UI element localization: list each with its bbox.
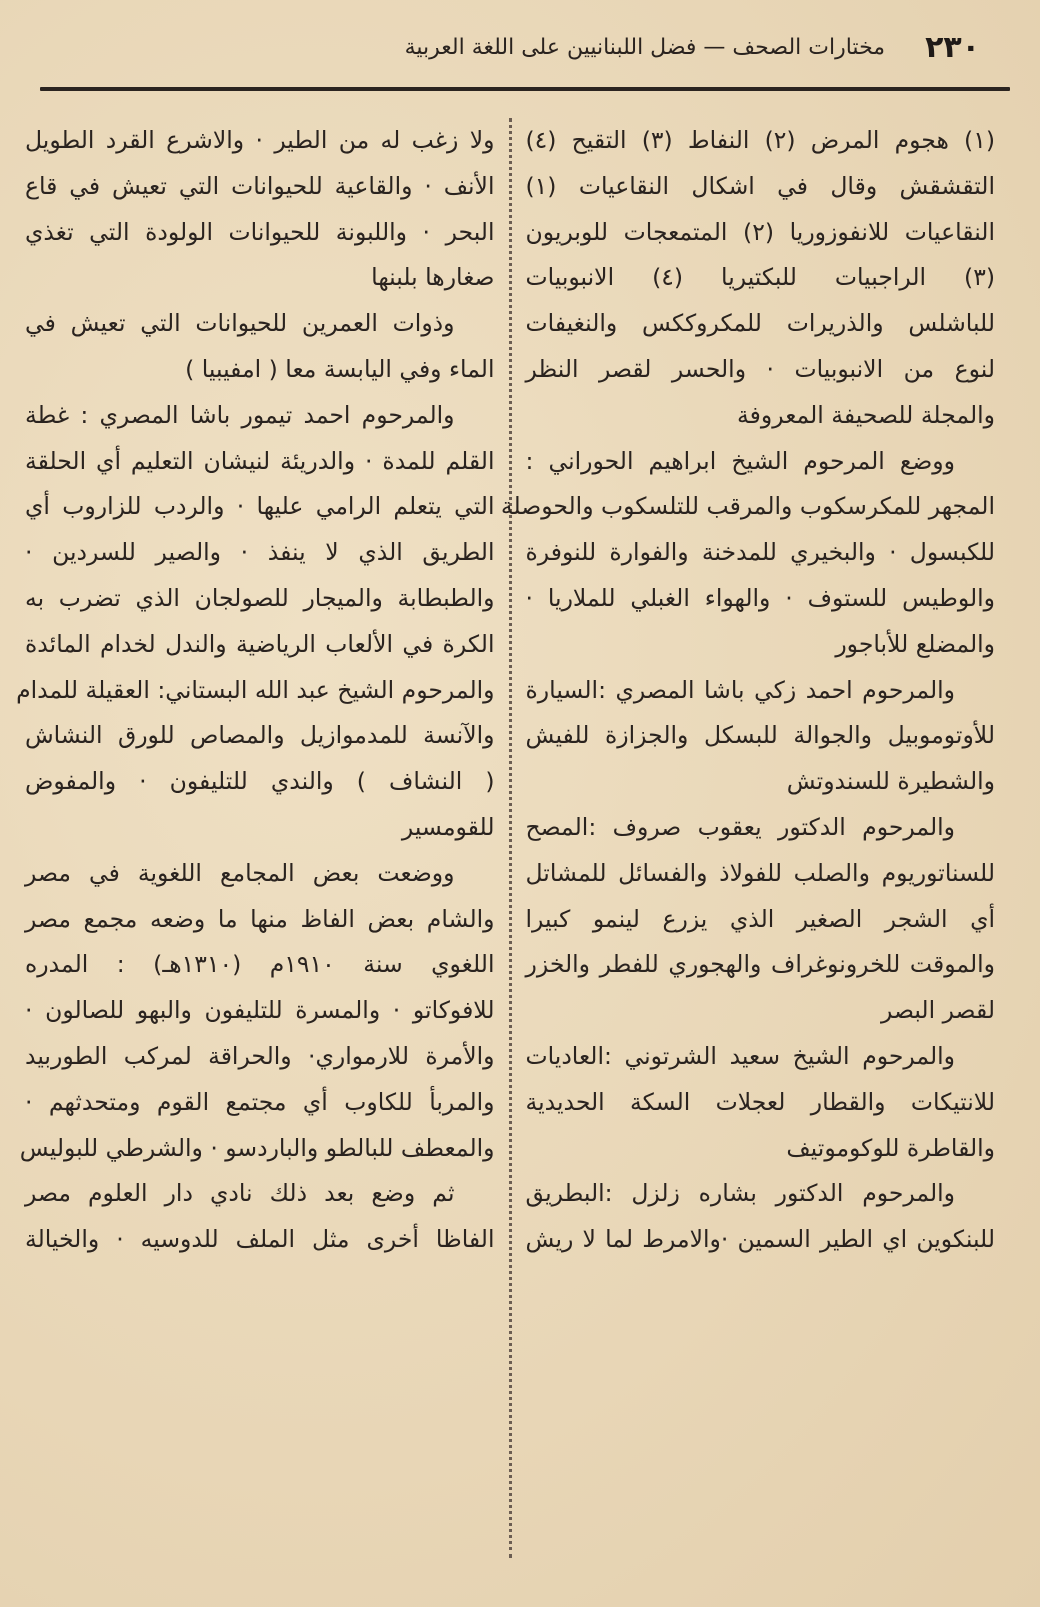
text-line: ولا زغب له من الطير · والاشرع القرد الطويل [25,126,495,154]
text-line: التقشقش وقال في اشكال النقاعيات (١) [525,171,995,200]
running-title: مختارات الصحف — فضل اللبنانيين على اللغة العربية [404,34,886,60]
text-line: والطبطابة والميجار للصولجان الذي تضرب به [25,583,495,612]
text-line: المجهر للمكرسكوب والمرقب للتلسكوب والحوصلة [500,492,995,521]
text-line: والمرحوم الدكتور يعقوب صروف :المصح [525,812,955,841]
text-line: (٣) الراجبيات للبكتيريا (٤) الانبوبيات [525,263,995,292]
text-line: للسناتوريوم والصلب للفولاذ والفسائل للمشاتل [525,858,995,887]
text-line: والمرحوم احمد تيمور باشا المصري : غطة [25,400,455,429]
text-line: والشام بعض الفاظ منها ما وضعه مجمع مصر [25,904,495,933]
text-line: للافوكاتو · والمسرة للتليفون والبهو للصالون · [25,996,495,1025]
text-line: للأوتوموبيل والجوالة للبسكل والجزازة للفيش [525,721,995,750]
text-line: والوطيس للستوف · والهواء الغبلي للملاريا · [525,583,995,612]
text-line: والمربأ للكاوب أي مجتمع القوم ومتحدثهم · [25,1087,495,1116]
text-line: البحر · واللبونة للحيوانات الولودة التي تغذي [25,217,495,246]
text-line: الطريق الذي لا ينفذ · والصير للسردين · [25,538,495,567]
text-line: والآنسة للمدموازيل والمصاص للورق النشاش [25,721,495,750]
text-line: ووضع المرحوم الشيخ ابراهيم الحوراني : [525,446,955,475]
text-line: للباشلس والذريرات للمكروككس والنغيفات [525,309,995,338]
text-line: الأنف · والقاعية للحيوانات التي تعيش في قاع [25,171,495,200]
header-rule [40,87,1010,91]
text-line: ووضعت بعض المجامع اللغوية في مصر [25,858,455,887]
text-line: أي الشجر الصغير الذي يزرع لينمو كبيرا [525,904,995,933]
text-line: ( النشاف ) والندي للتليفون · والمفوض [25,767,495,796]
text-line: والمرحوم احمد زكي باشا المصري :السيارة [525,675,955,704]
text-line: والمرحوم الشيخ سعيد الشرتوني :العاديات [525,1041,955,1070]
page-number: ٢٣٠ [925,29,980,65]
text-line: القلم للمدة · والدريئة لنيشان التعليم أي الحلقة [25,446,495,475]
text-line: للانتيكات والقطار لعجلات السكة الحديدية [525,1087,995,1116]
text-line: والموقت للخرونوغراف والهجوري للفطر والخزر [525,950,995,979]
text-line: الماء وفي اليابسة معا ( امفيبيا ) [185,354,495,383]
text-line: النقاعيات للانفوزوريا (٢) المتمعجات للوبريون [525,217,995,246]
page-header [40,22,980,72]
text-line: والأمرة للارمواري· والحراقة لمركب الطوربيد [25,1041,495,1070]
text-line: اللغوي سنة ١٩١٠م (١٣١٠هـ) : المدره [25,950,495,979]
text-line: الفاظا أخرى مثل الملف للدوسيه · والخيالة [25,1225,495,1254]
text-line: للبنكوين اي الطير السمين ·والامرط لما لا ريش [525,1225,995,1254]
text-line: لنوع من الانبوبيات · والحسر لقصر النظر [525,354,995,383]
text-line: (١) هجوم المرض (٢) النفاط (٣) التقيح (٤) [525,126,995,154]
text-line: ثم وضع بعد ذلك نادي دار العلوم مصر [25,1179,455,1208]
two-column-body [16,118,995,1607]
text-line: للقومسير [401,812,495,841]
text-line: الكرة في الألعاب الرياضية والندل لخدام المائدة [25,629,495,658]
text-line: والمرحوم الشيخ عبد الله البستاني: العقيلة للمدام [16,675,495,704]
left-column [16,118,509,1607]
text-line: للكبسول · والبخيري للمدخنة والفوارة للنوفرة [525,538,995,567]
text-line: لقصر البصر [881,996,995,1025]
text-line: والمجلة للصحيفة المعروفة [737,400,995,429]
text-line: والمضلع للأباجور [835,629,995,658]
text-line: صغارها بلبنها [371,263,495,292]
right-column [500,118,996,1607]
text-line: والشطيرة للسندوتش [786,767,995,796]
text-line: التي يتعلم الرامي عليها · والردب للزاروب أي [25,492,495,521]
text-line: والمعطف للبالطو والباردسو · والشرطي للبوليس [19,1133,495,1162]
text-line: والقاطرة للوكوموتيف [786,1133,995,1162]
text-line: وذوات العمرين للحيوانات التي تعيش في [25,309,455,338]
text-line: والمرحوم الدكتور بشاره زلزل :البطريق [525,1179,955,1208]
